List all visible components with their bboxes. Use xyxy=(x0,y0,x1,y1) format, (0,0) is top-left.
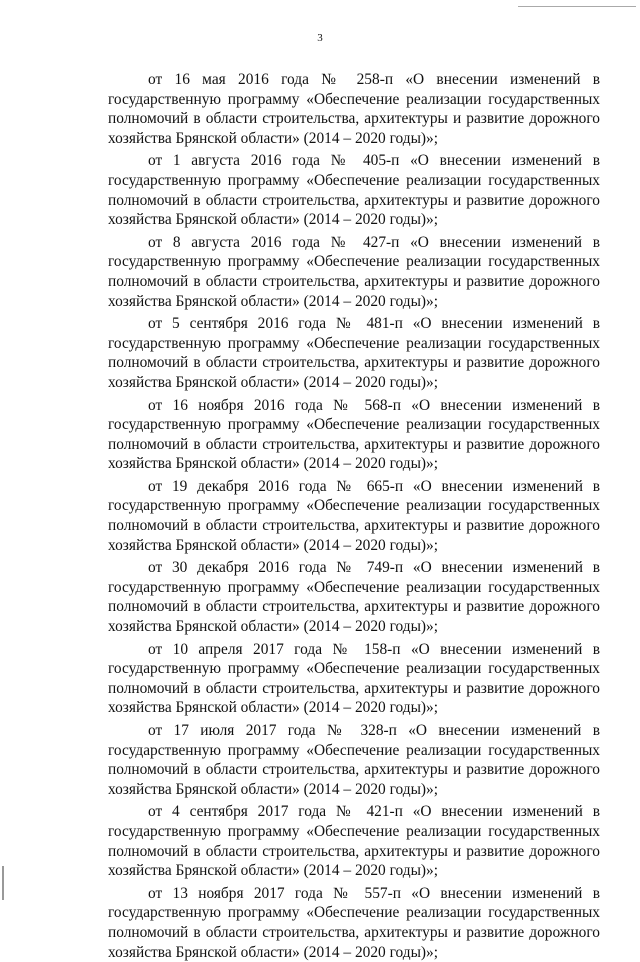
scan-margin-artifact xyxy=(2,866,4,900)
list-item: от 30 декабря 2016 года № 749-п «О внесении изменений в государственную программу «Обеспечение реализации государственных полномочий в области строительства, архитектуры и развитие дорожного хозяйства Брянской области» (2014 – 2020 годы)»; xyxy=(108,559,600,636)
list-item: от 4 сентября 2017 года № 421-п «О внесении изменений в государственную программу «Обеспечение реализации государственных полномочий в области строительства, архитектуры и развитие дорожного хозяйства Брянской области» (2014 – 2020 годы)»; xyxy=(108,803,600,880)
document-body xyxy=(108,70,600,962)
list-item: от 8 августа 2016 года № 427-п «О внесении изменений в государственную программу «Обеспечение реализации государственных полномочий в области строительства, архитектуры и развитие дорожного хозяйства Брянской области» (2014 – 2020 годы)»; xyxy=(108,233,600,310)
list-item: от 5 сентября 2016 года № 481-п «О внесении изменений в государственную программу «Обеспечение реализации государственных полномочий в области строительства, архитектуры и развитие дорожного хозяйства Брянской области» (2014 – 2020 годы)»; xyxy=(108,315,600,391)
list-item: от 10 апреля 2017 года № 158-п «О внесении изменений в государственную программу «Обеспечение реализации государственных полномочий в области строительства, архитектуры и развитие дорожного хозяйства Брянской области» (2014 – 2020 годы)»; xyxy=(108,640,600,717)
list-item: от 16 ноября 2016 года № 568-п «О внесении изменений в государственную программу «Обеспечение реализации государственных полномочий в области строительства, архитектуры и развитие дорожного хозяйства Брянской области» (2014 – 2020 годы)»; xyxy=(108,396,600,473)
scan-edge-line xyxy=(518,6,636,7)
list-item: от 17 июля 2017 года № 328-п «О внесении изменений в государственную программу «Обеспечение реализации государственных полномочий в области строительства, архитектуры и развитие дорожного хозяйства Брянской области» (2014 – 2020 годы)»; xyxy=(108,722,600,798)
page-number: 3 xyxy=(317,32,323,44)
list-item: от 19 декабря 2016 года № 665-п «О внесении изменений в государственную программу «Обеспечение реализации государственных полномочий в области строительства, архитектуры и развитие дорожного хозяйства Брянской области» (2014 – 2020 годы)»; xyxy=(108,477,600,554)
list-item: от 16 мая 2016 года № 258-п «О внесении изменений в государственную программу «Обеспечение реализации государственных полномочий в области строительства, архитектуры и развитие дорожного хозяйства Брянской области» (2014 – 2020 годы)»; xyxy=(108,71,600,147)
list-item: от 13 ноября 2017 года № 557-п «О внесении изменений в государственную программу «Обеспечение реализации государственных полномочий в области строительства, архитектуры и развитие дорожного хозяйства Брянской области» (2014 – 2020 годы)»; xyxy=(108,884,600,961)
list-item: от 1 августа 2016 года № 405-п «О внесении изменений в государственную программу «Обеспечение реализации государственных полномочий в области строительства, архитектуры и развитие дорожного хозяйства Брянской области» (2014 – 2020 годы)»; xyxy=(108,152,600,229)
